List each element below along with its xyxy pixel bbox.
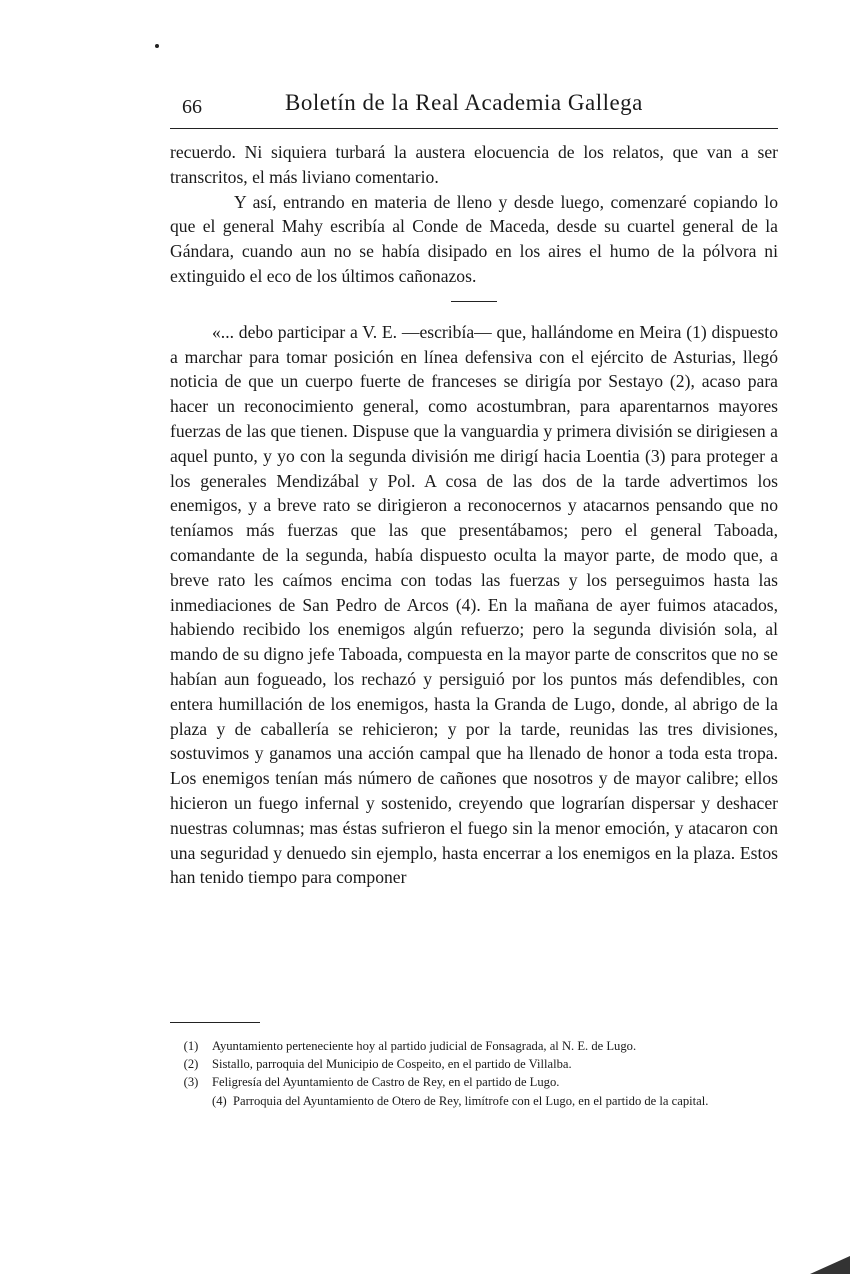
page-header <box>170 88 778 129</box>
quoted-letter: «... debo participar a V. E. —escribía— que, hallándome en Meira (1) dispuesto a marchar para tomar posición en línea defensiva con el ejército de Asturias, llegó noticia de que un cuerpo fuerte de franceses se dirigía por Sestayo (2), acaso para hacer un reconocimiento general, como acostumbran, para aparentarnos mayores fuerzas de las que tienen. Dispuse que la vanguardia y primera división se dirigiesen a aquel punto, y yo con la segunda división me dirigí hacia Loentia (3) para proteger a los generales Mendizábal y Pol. A cosa de las dos de la tarde advertimos los enemigos, y a breve rato se dirigieron a reconocernos y atacarnos pensando que no teníamos más fuerzas que las que presentábamos; pero el general Taboada, comandante de la segunda, había dispuesto oculta la mayor parte, de modo que, a breve rato les caímos encima con todas las fuerzas y los perseguimos hasta las inmediaciones de San Pedro de Arcos (4). En la mañana de ayer fuimos atacados, habiendo recibido los enemigos algún refuerzo; pero la segunda división sola, al mando de su digno jefe Taboada, compuesta en la mayor parte de conscritos que no se habían aun fogueado, los rechazó y persiguió por los puntos más defendibles, con entera humillación de los enemigos, hasta la Granda de Lugo, donde, al abrigo de la plaza y de caballería se rehicieron; y por la tarde, reunidas las tres divisiones, sostuvimos y ganamos una acción campal que ha llenado de honor a toda esta tropa. Los enemigos tenían más número de cañones que nosotros y de mayor calibre; ellos hicieron un fuego infernal y sostenido, creyendo que lograrían dispersar y deshacer nuestras columnas; mas éstas sufrieron el fuego sin la menor emoción, y atacaron con una seguridad y denuedo sin ejemplo, hasta encerrar a los enemigos en la plaza. Estos han tenido tiempo para componer <box>170 321 778 888</box>
footnote-number: (2) <box>183 1057 199 1072</box>
footnote <box>170 1092 778 1110</box>
section-separator <box>451 301 497 302</box>
footnote-text: Parroquia del Ayuntamiento de Otero de Rey, limítrofe con el Lugo, en el partido de la capital. <box>232 1093 709 1108</box>
paragraph: recuerdo. Ni siquiera turbará la austera elocuencia de los relatos, que van a ser transcritos, el más liviano comentario. <box>170 142 778 187</box>
footnote-number: (4) <box>212 1093 227 1108</box>
footnote <box>170 1073 778 1091</box>
page-number: 66 <box>182 96 202 118</box>
scan-corner-shadow <box>810 1256 850 1274</box>
footnote-text: Feligresía del Ayuntamiento de Castro de Rey, en el partido de Lugo. <box>212 1075 560 1090</box>
footnote-number: (3) <box>183 1075 199 1090</box>
footnote <box>170 1037 778 1055</box>
footnotes <box>170 1037 778 1110</box>
footnote <box>170 1055 778 1073</box>
print-speck <box>155 44 159 48</box>
paragraph: Y así, entrando en materia de lleno y desde luego, comenzaré copiando lo que el general Mahy escribía al Conde de Maceda, desde su cuartel general de la Gándara, cuando aun no se había disipado en los aires el humo de la pólvora ni extinguido el eco de los últimos cañonazos. <box>170 191 778 286</box>
footnote-text: Ayuntamiento perteneciente hoy al partido judicial de Fonsagrada, al N. E. de Lugo. <box>212 1039 637 1053</box>
body-text <box>170 140 778 890</box>
running-title: Boletín de la Real Academia Gallega <box>285 90 643 115</box>
footnote-number: (1) <box>183 1039 199 1053</box>
footnote-rule <box>170 1022 260 1023</box>
footnote-text: Sistallo, parroquia del Municipio de Cospeito, en el partido de Villalba. <box>212 1057 572 1072</box>
